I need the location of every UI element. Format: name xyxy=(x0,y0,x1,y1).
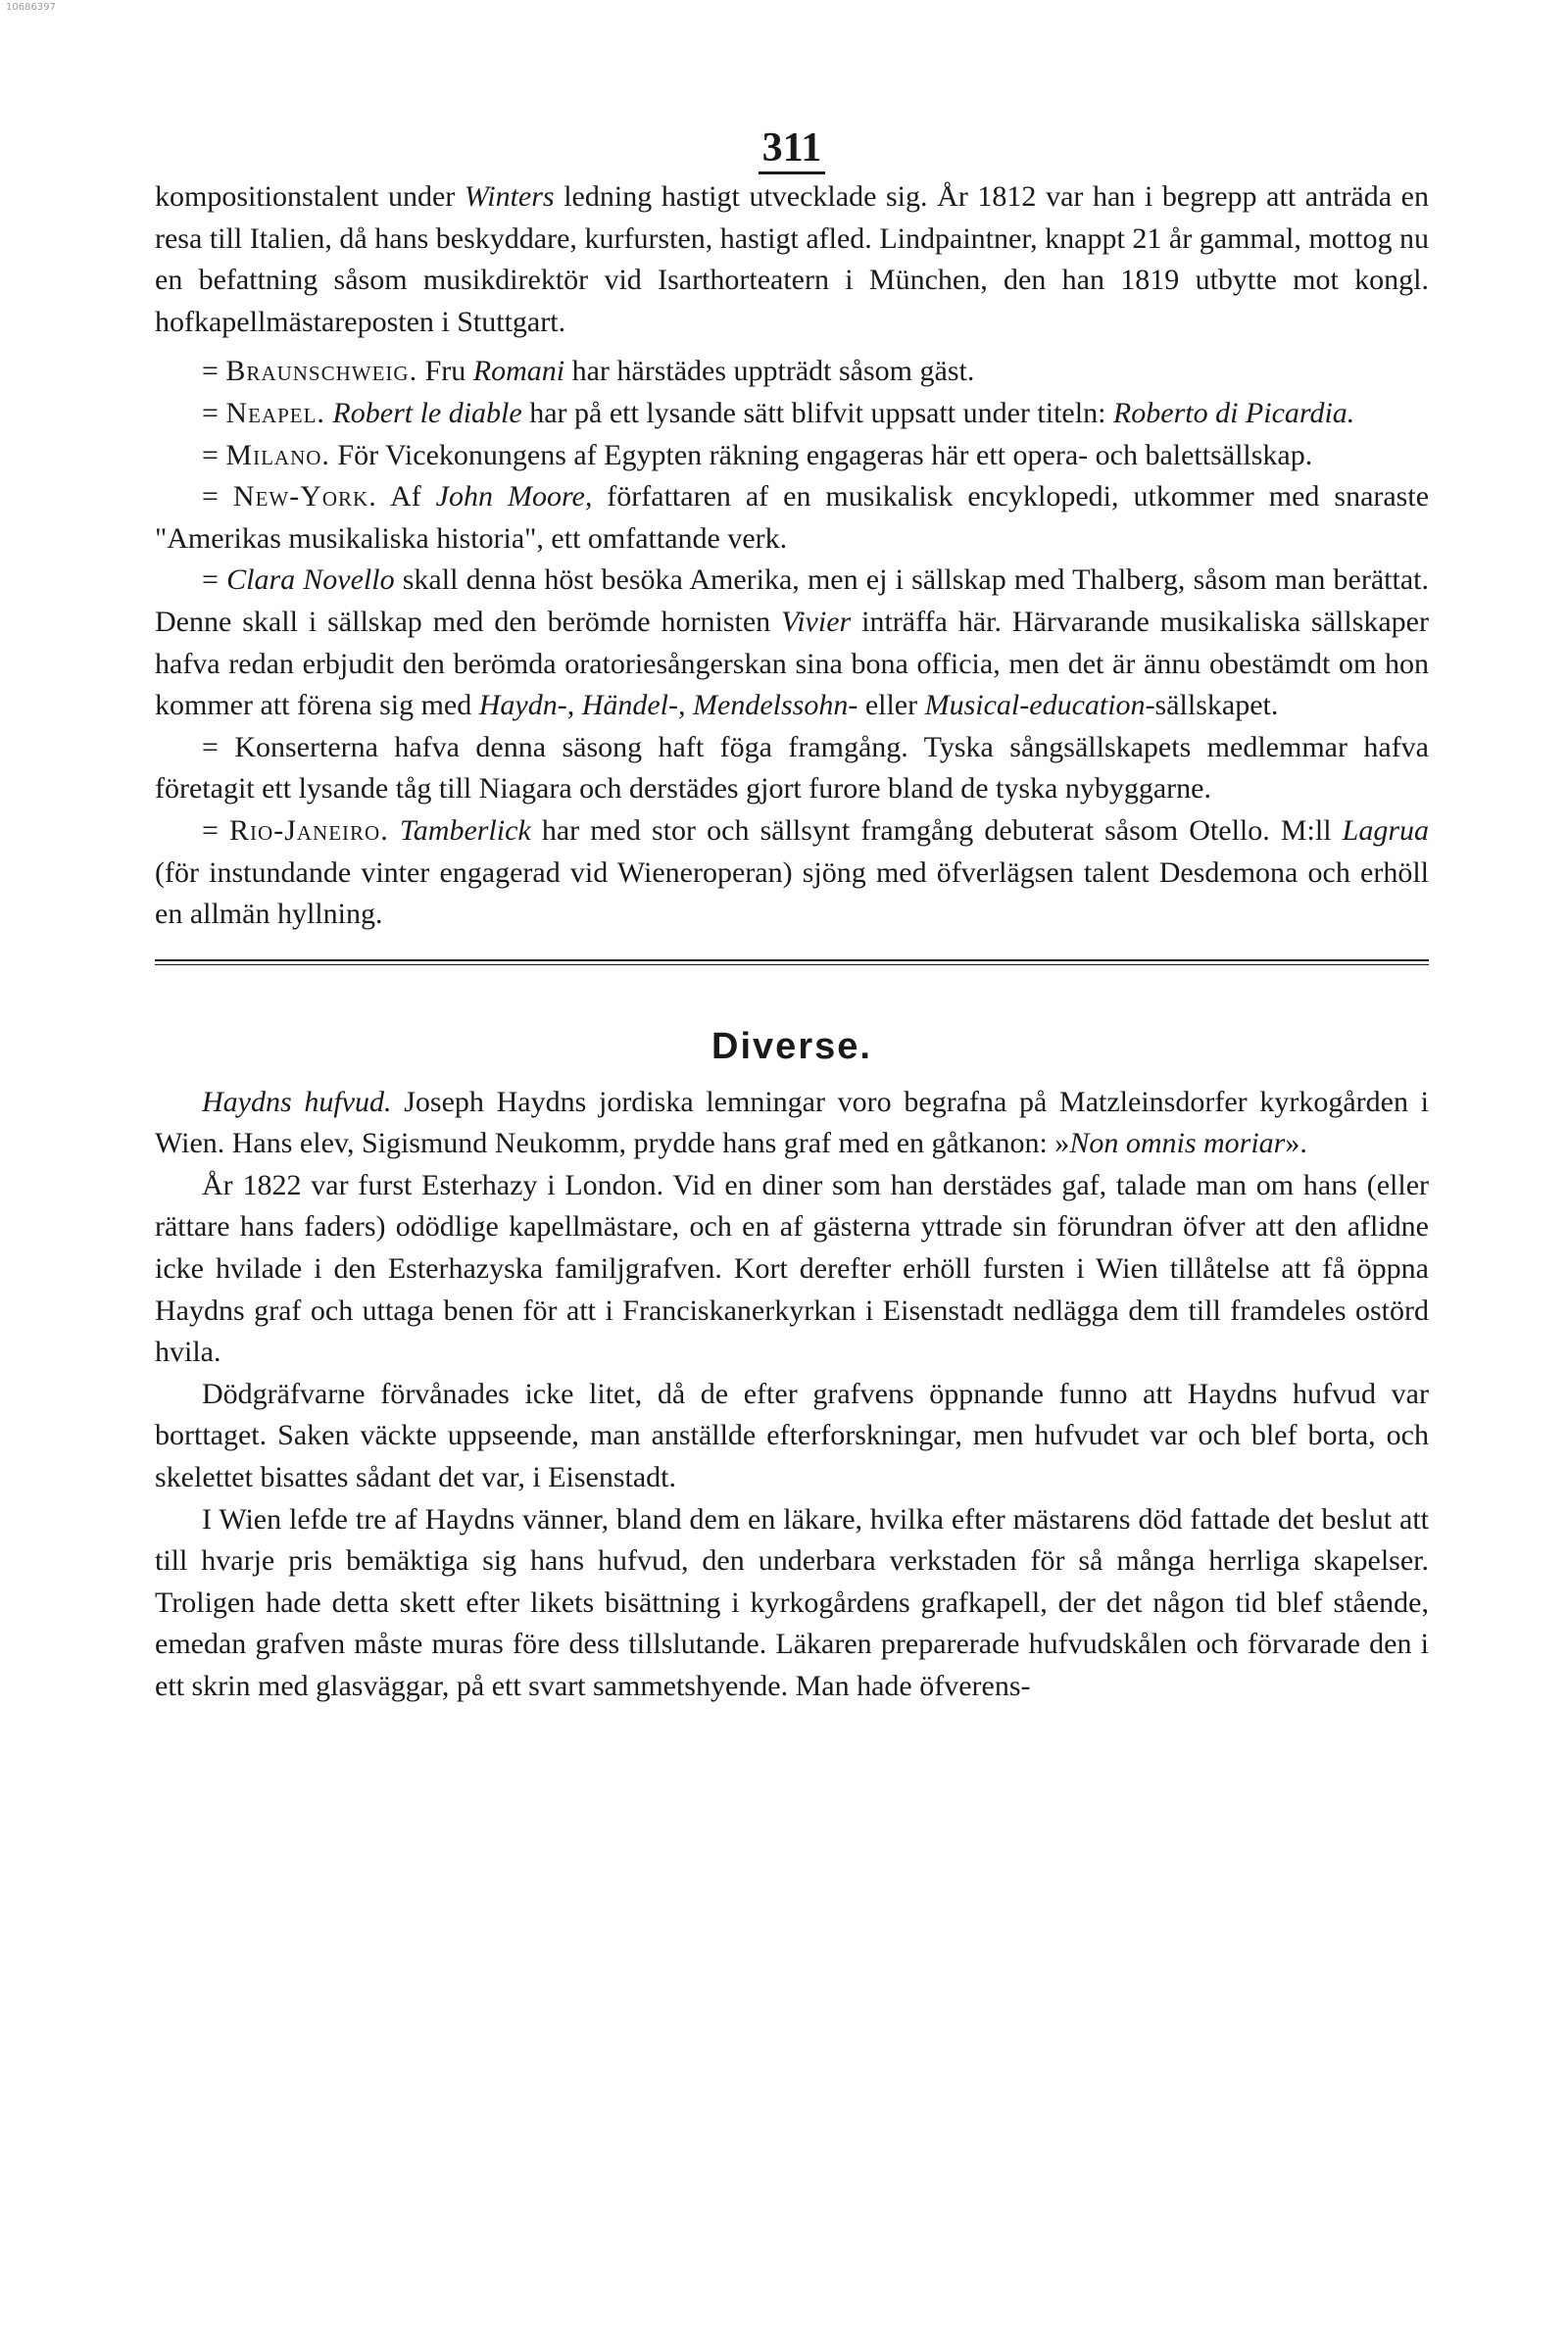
page-number-text: 311 xyxy=(759,124,826,174)
paragraph-milano xyxy=(155,435,1429,477)
italic-run: Lagrua xyxy=(1342,813,1430,847)
section-mark: = xyxy=(202,563,219,597)
section-mark: = xyxy=(202,813,219,847)
italic-run: Roberto di Picardia. xyxy=(1112,396,1355,429)
place-name: Milano. xyxy=(225,438,330,471)
text-run: författaren af en musikalisk encyklopedi, utkommer med snaraste "Amerikas musikaliska historia", ett omfattande verk. xyxy=(155,480,1430,555)
paragraph-konserterna xyxy=(155,727,1429,810)
paragraph-rio-janeiro xyxy=(155,810,1429,936)
text-run: ». xyxy=(1285,1127,1307,1160)
text-run: Af xyxy=(376,480,436,513)
section-divider xyxy=(155,959,1429,965)
section-mark: = xyxy=(202,438,219,471)
text-run: skall denna höst besöka Amerika, men ej i sällskap med Thalberg, såsom man berättat. Denne skall i sällskap med den berömde hornisten xyxy=(155,563,1429,638)
italic-run: Non omnis moriar xyxy=(1069,1127,1286,1160)
italic-run: Romani xyxy=(472,355,565,388)
text-run: har med stor och sällsynt framgång debuterat såsom Otello. M:ll xyxy=(530,813,1343,847)
italic-run: Tamberlick xyxy=(399,813,531,847)
text-run: Joseph Haydns jordiska lemningar voro begrafna på Matzleinsdorfer kyrkogården i Wien. Hans elev, Sigismund Neukomm, prydde hans graf med en gåtkanon: » xyxy=(155,1085,1429,1160)
italic-run: Winters xyxy=(464,180,555,213)
place-name: Braunschweig. xyxy=(225,355,418,388)
italic-run: Haydn-, Händel-, Mendelssohn- xyxy=(478,689,858,722)
section-mark: = xyxy=(202,480,219,513)
italic-run: Vivier xyxy=(781,605,852,638)
text-run: inträffa här. Härvarande musikaliska sällskaper hafva redan erbjudit den berömda oratoriesångerskan sina bona officia, men det är ännu obestämdt om hon kommer att förena sig med xyxy=(155,605,1429,722)
text-run: Dödgräfvarne förvånades icke litet, då de efter grafvens öppnande funno att Haydns hufvud var borttaget. Saken väckte uppseende, man anställde efterforskningar, men hufvudet var och blef borta, och skelettet bisattes sådant det var, i Eisenstadt. xyxy=(155,1377,1429,1494)
italic-run: John Moore, xyxy=(435,480,593,513)
text-run: har på ett lysande sätt blifvit uppsatt under titeln: xyxy=(521,396,1113,429)
text-run: För Vicekonungens af Egypten räkning engageras här ett opera- och balettsällskap. xyxy=(329,438,1313,471)
text-run: ledning hastigt utvecklade sig. År 1812 var han i begrepp att anträda en resa till Italien, då hans beskyddare, kurfursten, hastigt afled. Lindpaintner, knappt 21 år gammal, mottog nu en befattning såsom musikdirektör vid Isarthorteatern i München, den han 1819 utbytte mot kongl. hofkapellmästareposten i Stuttgart. xyxy=(155,180,1429,338)
paragraph-esterhazy xyxy=(155,1165,1429,1374)
text-run: Konserterna hafva denna säsong haft föga framgång. Tyska sångsällskapets medlemmar hafva företagit ett lysande tåg till Niagara och derstädes gjort furore bland de tyska nybyggarne. xyxy=(155,730,1429,805)
paragraph-dodgrafvarne xyxy=(155,1374,1429,1499)
paragraph-haydns-hufvud xyxy=(155,1082,1429,1165)
text-run: Fru xyxy=(417,355,473,388)
document-page xyxy=(155,120,1429,1708)
text-run: (för instundande vinter engagerad vid Wieneroperan) sjöng med öfverlägsen talent Desdemona och erhöll en allmän hyllning. xyxy=(155,855,1429,931)
section-mark: = xyxy=(202,396,219,429)
text-run: eller xyxy=(858,689,925,722)
text-run: -sällskapet. xyxy=(1145,689,1279,722)
place-name: Neapel. xyxy=(225,396,325,429)
place-name: Rio-Janeiro. xyxy=(229,813,389,847)
paragraph-clara-novello xyxy=(155,560,1429,726)
scan-id: 10686397 xyxy=(6,2,56,13)
section-mark: = xyxy=(202,355,219,388)
text-run: har härstädes uppträdt såsom gäst. xyxy=(564,355,975,388)
paragraph-braunschweig xyxy=(155,351,1429,393)
section-mark: = xyxy=(202,730,219,763)
text-run: I Wien lefde tre af Haydns vänner, bland dem en läkare, hvilka efter mästarens död fattade det beslut att till hvarje pris bemäktiga sig hans hufvud, den underbara verkstaden för så många herrliga skapelser. Troligen hade detta skett efter likets bisättning i kyrkogårdens grafkapell, der det någon tid blef stående, emedan grafven måste muras före dess tillslutande. Läkaren preparerade hufvudskålen och förvarade den i ett skrin med glasväggar, på ett svart sammetshyende. Man hade öfverens- xyxy=(155,1502,1429,1702)
text-run: kompositionstalent under xyxy=(155,180,465,213)
paragraph-wien-vanner xyxy=(155,1499,1429,1708)
section-title: Diverse. xyxy=(711,1025,872,1067)
paragraph-lindpaintner xyxy=(155,176,1429,343)
page-number xyxy=(155,120,1429,176)
paragraph-neapel xyxy=(155,393,1429,435)
italic-run: Clara Novello xyxy=(226,563,395,597)
paragraph-new-york xyxy=(155,476,1429,560)
place-name: New-York. xyxy=(232,480,377,513)
italic-run: Robert le diable xyxy=(332,396,522,429)
italic-run: Musical-education xyxy=(924,689,1146,722)
italic-run: Haydns hufvud. xyxy=(202,1085,392,1118)
text-run: År 1822 var furst Esterhazy i London. Vid en diner som han derstädes gaf, talade man om hans (eller rättare hans faders) odödlige kapellmästare, och en af gästerna yttrade sin förundran öfver att den aflidne icke hvilade i den Esterhazyska familjgrafven. Kort derefter erhöll fursten i Wien tillåtelse att få öppna Haydns graf och uttaga benen för att i Franciskanerkyrkan i Eisenstadt nedlägga dem till framdeles ostörd hvila. xyxy=(155,1168,1429,1369)
